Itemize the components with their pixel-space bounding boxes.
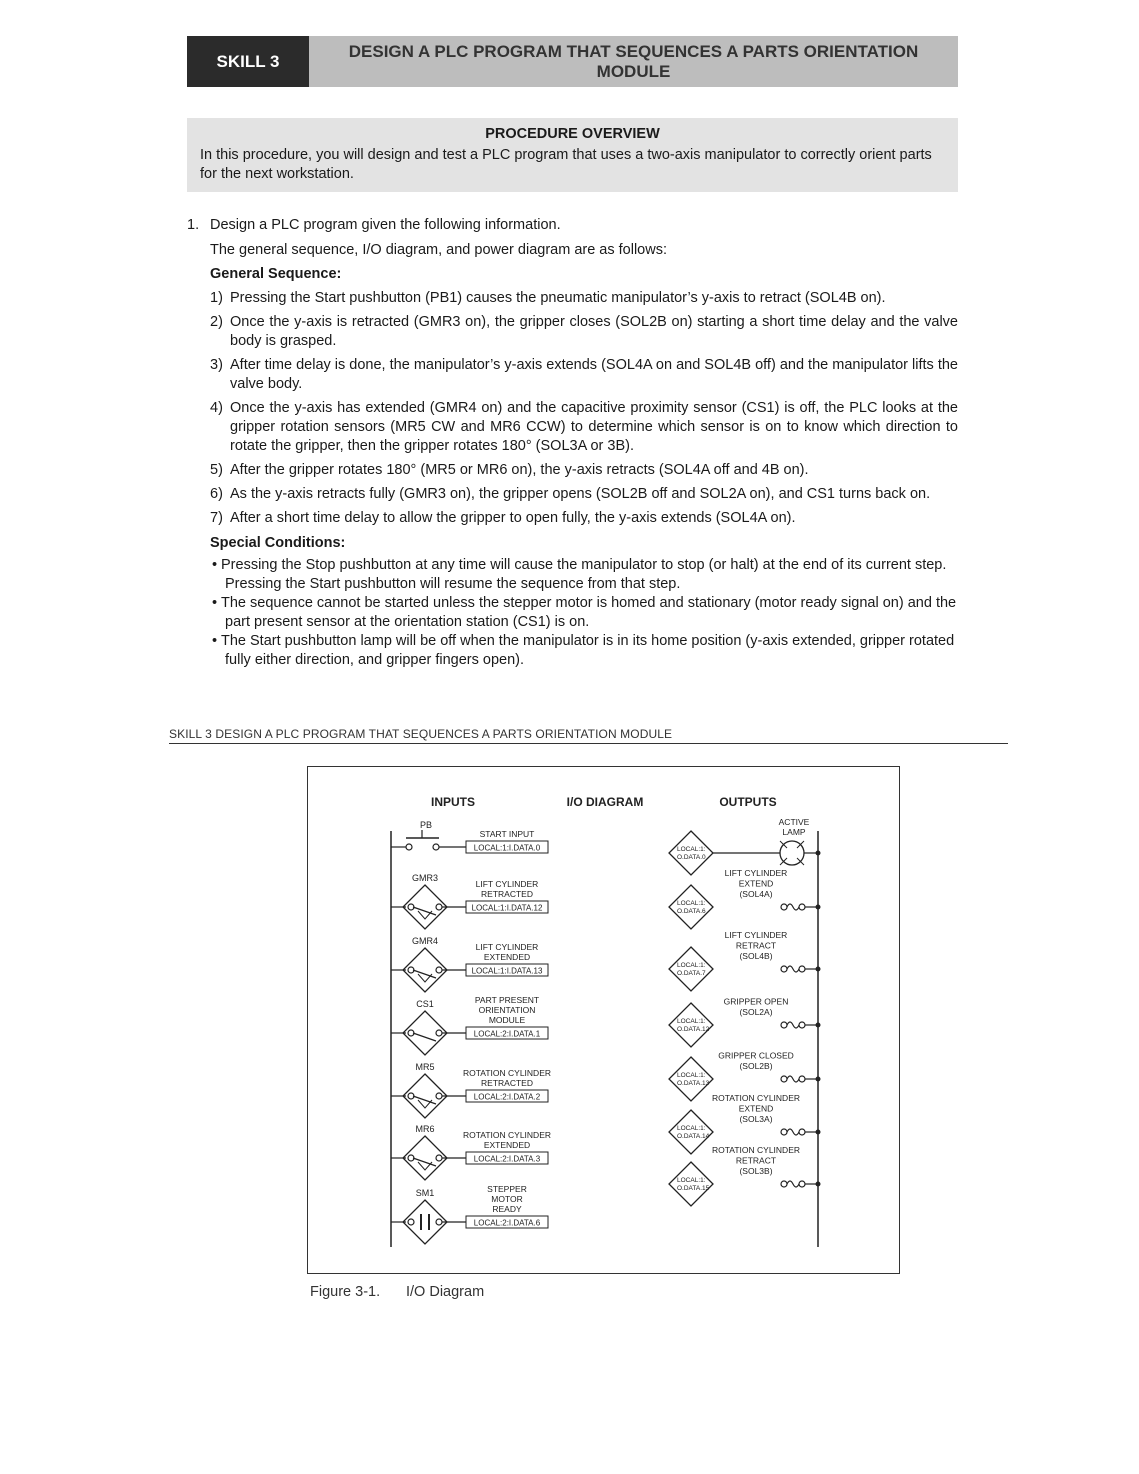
sensor-marker — [418, 911, 432, 919]
sequence-number: 7) — [210, 510, 223, 526]
solenoid-coil — [787, 1076, 799, 1082]
pushbutton-contact — [433, 844, 439, 850]
solenoid-coil — [787, 966, 799, 972]
output-description: LIFT CYLINDER — [724, 930, 788, 940]
output-description: (SOL2B) — [739, 1061, 773, 1071]
sensor-contact — [436, 1219, 442, 1225]
rail-node — [816, 1130, 821, 1135]
solenoid-contact — [799, 1129, 805, 1135]
output-address: O.DATA.7 — [677, 970, 706, 977]
output-diamond — [669, 947, 713, 991]
sequence-item — [210, 509, 958, 528]
output-description: (SOL3A) — [739, 1114, 773, 1124]
step-text: Design a PLC program given the following information. — [210, 217, 561, 233]
condition-line: The sequence cannot be started unless the stepper motor is homed and stationary (motor ready signal on) and the — [221, 595, 957, 611]
rail-node — [816, 851, 821, 856]
input-address: LOCAL:2:I.DATA.1 — [473, 1029, 541, 1039]
sensor-diamond — [403, 1074, 447, 1118]
output-address: O.DATA.0 — [677, 854, 706, 861]
rail-node — [816, 967, 821, 972]
sequence-text: Once the y-axis has extended (GMR4 on) and the capacitive proximity sensor (CS1) is off, the PLC looks at the gripper rotation sensors (MR5 CW and MR6 CCW) to determine which sensor is on to know which direction to rotate the gripper, then the gripper rotates 180° (SOL3A or 3B). — [230, 400, 958, 454]
solenoid-contact — [781, 1181, 787, 1187]
condition-line: part present sensor at the orientation station (CS1) is on. — [225, 614, 590, 630]
sequence-item — [210, 485, 958, 504]
input-description: ROTATION CYLINDER — [463, 1068, 551, 1078]
condition-text — [221, 556, 958, 594]
output-address: LOCAL:1: — [677, 900, 706, 907]
output-diamond — [669, 1003, 713, 1047]
solenoid-contact — [781, 966, 787, 972]
sensor-diamond — [403, 948, 447, 992]
condition-line: Pressing the Start pushbutton will resume the sequence from that step. — [225, 576, 681, 592]
input-description: RETRACTED — [481, 1078, 533, 1088]
solenoid-coil — [787, 1129, 799, 1135]
overview-heading: PROCEDURE OVERVIEW — [485, 126, 660, 142]
output-description: (SOL3B) — [739, 1166, 773, 1176]
output-diamond — [669, 1162, 713, 1206]
input-description: ROTATION CYLINDER — [463, 1130, 551, 1140]
io-diagram — [308, 767, 901, 1275]
condition-line: fully either direction, and gripper fingers open). — [225, 652, 525, 668]
sensor-contact — [436, 1155, 442, 1161]
input-description: STEPPER — [487, 1184, 527, 1194]
output-description: (SOL4B) — [739, 951, 773, 961]
skill-title: DESIGN A PLC PROGRAM THAT SEQUENCES A PARTS ORIENTATION MODULE — [309, 36, 958, 87]
input-tag: GMR3 — [411, 873, 439, 883]
sequence-item — [210, 356, 958, 394]
sequence-text: After a short time delay to allow the gripper to open fully, the y-axis extends (SOL4A on). — [230, 510, 796, 526]
condition-item — [212, 632, 958, 670]
output-address: LOCAL:1: — [677, 846, 706, 853]
output-address: O.DATA.15 — [677, 1185, 710, 1192]
sensor-contact — [436, 904, 442, 910]
input-description: LIFT CYLINDER — [475, 942, 539, 952]
contact-blade — [413, 907, 436, 915]
sequence-number: 1) — [210, 290, 223, 306]
sensor-marker — [418, 1100, 432, 1108]
solenoid-contact — [799, 904, 805, 910]
io-diagram-figure — [307, 766, 900, 1274]
solenoid-coil — [787, 1181, 799, 1187]
input-description: READY — [492, 1204, 522, 1214]
sensor-contact — [436, 1093, 442, 1099]
skill-tag: SKILL 3 — [187, 36, 309, 87]
output-description: LAMP — [782, 827, 806, 837]
sensor-contact — [436, 1030, 442, 1036]
sequence-number: 3) — [210, 357, 223, 373]
contact-blade — [413, 1096, 436, 1104]
input-address: LOCAL:2:I.DATA.2 — [473, 1092, 541, 1102]
input-description: EXTENDED — [483, 952, 531, 962]
general-sequence-label: General Sequence: — [210, 266, 342, 282]
step-intro: The general sequence, I/O diagram, and power diagram are as follows: — [210, 242, 667, 258]
output-address: LOCAL:1: — [677, 1072, 706, 1079]
sensor-contact — [408, 1219, 414, 1225]
solenoid-contact — [799, 1181, 805, 1187]
input-tag: MR6 — [415, 1124, 435, 1134]
input-address: LOCAL:1:I.DATA.13 — [471, 966, 543, 976]
solenoid-contact — [781, 904, 787, 910]
output-address: O.DATA.13 — [677, 1080, 710, 1087]
inputs-heading: INPUTS — [430, 795, 476, 809]
sequence-item — [210, 461, 958, 480]
bullet: • — [212, 633, 218, 649]
rail-node — [816, 905, 821, 910]
input-description: MOTOR — [491, 1194, 523, 1204]
rail-node — [816, 1182, 821, 1187]
sequence-number: 2) — [210, 314, 223, 330]
solenoid-contact — [781, 1022, 787, 1028]
pushbutton-contact — [406, 844, 412, 850]
sequence-text: After time delay is done, the manipulator’s y-axis extends (SOL4A on and SOL4B off) and the manipulator lifts the valve body. — [230, 357, 958, 392]
step-1 — [187, 216, 958, 235]
contact-blade — [413, 1158, 436, 1166]
output-diamond — [669, 1110, 713, 1154]
output-description: (SOL4A) — [739, 889, 773, 899]
sequence-text: Pressing the Start pushbutton (PB1) causes the pneumatic manipulator’s y-axis to retract (SOL4B on). — [230, 290, 886, 306]
sensor-marker — [418, 1162, 432, 1170]
output-description: EXTEND — [738, 878, 774, 889]
output-description: LIFT CYLINDER — [724, 868, 788, 878]
output-description: (SOL2A) — [739, 1007, 773, 1017]
solenoid-coil — [787, 1022, 799, 1028]
sequence-number: 4) — [210, 400, 223, 416]
outputs-heading: OUTPUTS — [719, 795, 777, 809]
condition-item — [212, 594, 958, 632]
contact-blade — [413, 970, 436, 978]
input-address: LOCAL:2:I.DATA.3 — [473, 1154, 541, 1164]
bullet: • — [212, 595, 218, 611]
condition-text — [221, 632, 958, 670]
condition-text — [221, 594, 958, 632]
special-conditions-list — [187, 556, 958, 670]
rail-node — [816, 1077, 821, 1082]
input-address: LOCAL:1:I.DATA.0 — [473, 843, 541, 853]
input-description: EXTENDED — [483, 1140, 531, 1150]
input-description: LIFT CYLINDER — [475, 879, 539, 889]
output-address: LOCAL:1: — [677, 1177, 706, 1184]
input-tag: PB — [419, 820, 433, 830]
solenoid-contact — [781, 1129, 787, 1135]
output-address: O.DATA.12 — [677, 1026, 710, 1033]
sequence-item — [210, 313, 958, 351]
sensor-diamond — [403, 1011, 447, 1055]
solenoid-contact — [799, 1076, 805, 1082]
figure-caption — [310, 1284, 484, 1300]
output-address: LOCAL:1: — [677, 1125, 706, 1132]
output-description: GRIPPER OPEN — [723, 996, 789, 1007]
sequence-text: As the y-axis retracts fully (GMR3 on), the gripper opens (SOL2B off and SOL2A on), and CS1 turns back on. — [230, 486, 931, 502]
overview-text: In this procedure, you will design and test a PLC program that uses a two-axis manipulator to correctly orient parts for the next workstation. — [200, 147, 932, 182]
sensor-diamond — [403, 1200, 447, 1244]
rail-node — [816, 1023, 821, 1028]
general-sequence-list — [187, 289, 958, 528]
output-diamond — [669, 1057, 713, 1101]
input-description: PART PRESENT — [474, 995, 540, 1005]
output-address: O.DATA.14 — [677, 1133, 710, 1140]
sensor-diamond — [403, 885, 447, 929]
output-address: LOCAL:1: — [677, 1018, 706, 1025]
sequence-text: Once the y-axis is retracted (GMR3 on), the gripper closes (SOL2B on) starting a short time delay and the valve body is grasped. — [230, 314, 958, 349]
running-footer: SKILL 3 DESIGN A PLC PROGRAM THAT SEQUENCES A PARTS ORIENTATION MODULE — [169, 727, 1008, 744]
output-description: ROTATION CYLINDER — [712, 1145, 800, 1155]
output-description: ROTATION CYLINDER — [712, 1093, 800, 1103]
step-number: 1. — [187, 217, 200, 233]
sensor-contact — [436, 967, 442, 973]
sensor-diamond — [403, 1136, 447, 1180]
input-tag: MR5 — [415, 1062, 435, 1072]
input-tag: GMR4 — [411, 936, 439, 946]
solenoid-contact — [799, 966, 805, 972]
condition-line: The Start pushbutton lamp will be off when the manipulator is in its home position (y-axis extended, gripper rotated — [221, 633, 955, 649]
procedure-overview — [187, 118, 958, 192]
output-description: ACTIVE — [778, 817, 810, 827]
output-diamond — [669, 885, 713, 929]
output-description: RETRACT — [735, 940, 777, 951]
sequence-text: After the gripper rotates 180° (MR5 or MR6 on), the y-axis retracts (SOL4A off and 4B on). — [230, 462, 809, 478]
solenoid-contact — [799, 1022, 805, 1028]
caption-label: Figure 3-1. — [310, 1284, 381, 1300]
output-description: GRIPPER CLOSED — [718, 1050, 794, 1061]
input-description: RETRACTED — [481, 889, 533, 899]
input-description: START INPUT — [479, 829, 535, 839]
skill-header — [187, 36, 958, 87]
condition-line: Pressing the Stop pushbutton at any time will cause the manipulator to stop (or halt) at the end of its current step. — [221, 557, 947, 573]
input-description: ORIENTATION — [478, 1005, 536, 1015]
output-description: RETRACT — [735, 1155, 777, 1166]
input-tag: CS1 — [416, 999, 434, 1009]
condition-item — [212, 556, 958, 594]
sequence-number: 5) — [210, 462, 223, 478]
sequence-number: 6) — [210, 486, 223, 502]
solenoid-contact — [781, 1076, 787, 1082]
output-diamond — [669, 831, 713, 875]
input-address: LOCAL:1:I.DATA.12 — [471, 903, 543, 913]
diagram-title: I/O DIAGRAM — [566, 795, 644, 809]
input-tag: SM1 — [415, 1188, 435, 1198]
output-address: O.DATA.6 — [677, 908, 706, 915]
output-address: LOCAL:1: — [677, 962, 706, 969]
bullet: • — [212, 557, 218, 573]
input-address: LOCAL:2:I.DATA.6 — [473, 1218, 541, 1228]
caption-text: I/O Diagram — [406, 1284, 485, 1300]
solenoid-coil — [787, 904, 799, 910]
special-conditions-label: Special Conditions: — [210, 535, 346, 551]
sequence-item — [210, 399, 958, 456]
sequence-item — [210, 289, 958, 308]
contact-blade — [413, 1033, 436, 1041]
output-description: EXTEND — [738, 1103, 774, 1114]
sensor-marker — [418, 974, 432, 982]
procedure-body — [187, 216, 958, 670]
input-description: MODULE — [488, 1015, 526, 1025]
